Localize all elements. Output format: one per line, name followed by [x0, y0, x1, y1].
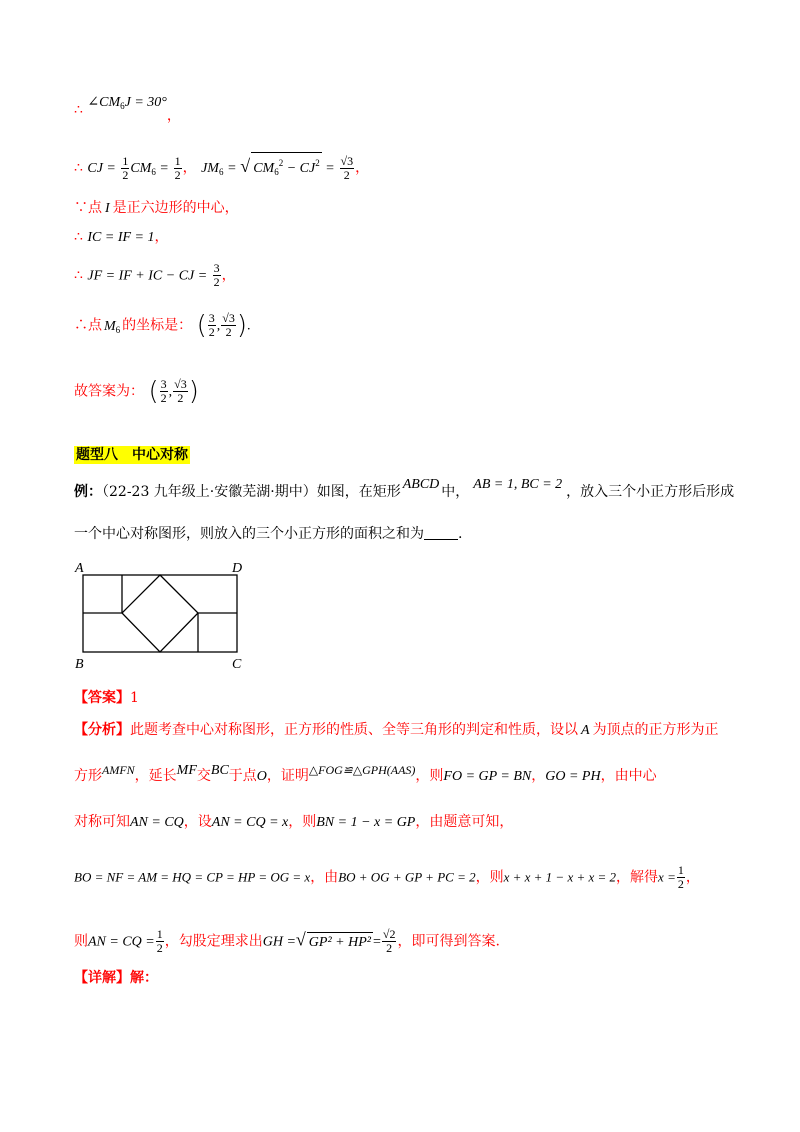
comma: ， [182, 160, 197, 176]
analysis-line-3 [74, 812, 513, 833]
label-d: D [232, 561, 243, 576]
comma: ， [154, 229, 169, 245]
line-center [74, 198, 239, 219]
square-center [122, 575, 198, 652]
equals: = [326, 161, 335, 176]
point-i: I [105, 201, 110, 216]
line-ic-if [74, 227, 168, 248]
section-heading: 题型八 中心对称 [76, 447, 188, 463]
point-o: O [256, 769, 267, 784]
eq-x: x = [658, 869, 676, 885]
expr-jm6: $JM_6$ [201, 161, 224, 177]
label-c: C [232, 657, 242, 672]
center-text: 是正六边形的中心， [112, 200, 239, 216]
therefore-symbol: ∴ [74, 160, 83, 176]
example-text: 中， [441, 484, 470, 500]
analysis-text: ，即可得到答案. [397, 933, 500, 950]
equals: = [160, 161, 169, 176]
right-paren: ) [188, 376, 199, 407]
point-m6: $M_6$ [104, 318, 121, 335]
comma: ， [221, 267, 236, 284]
square-top-left [83, 575, 122, 613]
line-cj-jm [74, 152, 369, 182]
fraction-y: $\frac{√3}{2}$ [174, 377, 187, 405]
square-bottom-right [198, 613, 237, 652]
point-a: A [581, 723, 590, 738]
example-line-2 [74, 524, 462, 544]
segment-mf: MF [176, 763, 197, 778]
analysis-line-1 [74, 720, 719, 741]
example-label: 例： [74, 484, 102, 500]
therefore-point: ∴点 [74, 317, 102, 334]
fraction-sqrt2-over-2: $\frac{√2}{2}$ [382, 927, 396, 955]
eq-bn: BN = 1 − x = GP [316, 815, 416, 830]
expr-ic-if: IC = IF = 1 [87, 230, 155, 245]
analysis-text: ，由 [310, 869, 339, 886]
eq-sum: BO + OG + GP + PC = 2 [338, 869, 476, 885]
eq-an-cq: AN = CQ [130, 815, 184, 830]
analysis-text: ，勾股定理求出 [164, 933, 263, 950]
example-text: ，放入三个小正方形后形成 [566, 484, 735, 500]
answer-label: 【答案】 [74, 690, 130, 706]
fraction-x: $\frac{3}{2}$ [160, 377, 167, 405]
rectangle-figure [70, 560, 260, 672]
label-a: A [75, 561, 84, 576]
eq-an-cq-half: AN = CQ = [88, 934, 155, 950]
answer-blank [424, 525, 458, 540]
coordinate-text: 的坐标是： [122, 317, 193, 334]
rect-condition: AB = 1, BC = 2 [473, 477, 563, 492]
analysis-text: ， [531, 768, 546, 784]
fraction-three-halves: $\frac{3}{2}$ [213, 261, 220, 289]
fraction-half: $\frac{1}{2}$ [122, 153, 129, 182]
example-text: （22-23 九年级上·安徽芜湖·期中）如图，在矩形 [102, 484, 401, 500]
sqrt-content: GP² + HP² [307, 932, 373, 953]
square-amfn: AMFN [102, 763, 135, 777]
rect-name: ABCD [402, 477, 440, 492]
detail-label: 【详解】 [74, 970, 130, 986]
analysis-text: ，则 [415, 768, 444, 784]
example-line-1 [74, 477, 735, 503]
analysis-text: ，延长 [134, 768, 177, 784]
eq-chain: BO = NF = AM = HQ = CP = HP = OG = x [74, 869, 311, 885]
because-text: ∵点 [74, 200, 102, 216]
line-final-answer: 故答案为： ( $\frac{3}{2}$ , $\frac{√3}{2}$ ) [74, 376, 199, 407]
line-jf [74, 262, 236, 289]
right-paren: ) [236, 310, 248, 341]
period: . [247, 318, 251, 334]
congruence-expr: △FOG≌△GPH(AAS) [308, 763, 416, 777]
therefore-symbol: ∴ [74, 267, 83, 284]
eq-gh: GH = [262, 934, 296, 950]
eq-fo-gp-bn: FO = GP = BN [443, 769, 532, 784]
sqrt-symbol: √ [240, 156, 251, 176]
analysis-line-2 [74, 763, 657, 787]
fraction-half: $\frac{1}{2}$ [677, 863, 684, 891]
comma: ， [166, 108, 181, 124]
segment-bc: BC [210, 763, 229, 778]
analysis-line-5 [74, 928, 500, 955]
sqrt-content: $CM_6^2 - CJ^2$ [251, 152, 322, 182]
fraction-x: $\frac{3}{2}$ [208, 311, 215, 339]
analysis-text: ，则 [475, 869, 504, 886]
fraction-sqrt3-over-2: $\frac{√3}{2}$ [340, 153, 354, 182]
eq-an-cq-x: AN = CQ = x [211, 815, 289, 830]
analysis-text: ， [685, 869, 700, 886]
left-paren: ( [148, 376, 159, 407]
detail-line [74, 968, 158, 988]
label-b: B [75, 657, 84, 672]
analysis-label: 【分析】 [74, 722, 130, 738]
example-text: 一个中心对称图形，则放入的三个小正方形的面积之和为 [74, 526, 424, 542]
eq-go-ph: GO = PH [545, 769, 601, 784]
answer-line [74, 688, 139, 708]
analysis-text: 则 [74, 933, 88, 950]
eq-x-sum: x + x + 1 − x + x = 2 [503, 869, 617, 885]
analysis-text: 方形 [74, 768, 102, 784]
equals: = [227, 161, 236, 176]
equals: = [372, 934, 381, 950]
analysis-text: ，解得 [616, 869, 659, 886]
answer-value: 1 [130, 690, 139, 706]
comma: ， [355, 160, 370, 176]
analysis-text: ，设 [183, 814, 212, 830]
analysis-text: 交 [196, 768, 211, 784]
expr-jf: JF = IF + IC − CJ = [87, 268, 208, 284]
analysis-text: 此题考查中心对称图形，正方形的性质、全等三角形的判定和性质，设以 [130, 722, 578, 738]
analysis-text: ，由题意可知， [415, 814, 514, 830]
therefore-symbol: ∴ [74, 102, 83, 118]
analysis-text: 于点 [228, 768, 257, 784]
period: . [458, 526, 463, 542]
line-angle [74, 95, 181, 124]
analysis-text: ，则 [288, 814, 317, 830]
analysis-text: 对称可知 [74, 814, 130, 830]
expr-cm6: $CM_6$ [130, 161, 156, 177]
analysis-text: ，由中心 [600, 768, 657, 784]
line-coordinate: ∴点 $M_6$ 的坐标是： ( $\frac{3}{2}$ , $\frac{√3}{2}$ ). [74, 310, 251, 341]
left-paren: ( [196, 310, 207, 341]
fraction-half: $\frac{1}{2}$ [156, 927, 163, 955]
angle-expr: $\angle CM_6J = 30^\circ$ [87, 95, 167, 111]
expr-cj: CJ = [87, 161, 116, 176]
analysis-line-4 [74, 864, 700, 891]
fraction-y: $\frac{√3}{2}$ [222, 311, 235, 339]
answer-text: 故答案为： [74, 383, 144, 400]
analysis-text: 为顶点的正方形为正 [592, 722, 719, 738]
therefore-symbol: ∴ [74, 229, 83, 245]
sqrt-symbol: √ [295, 929, 306, 950]
fraction-half: $\frac{1}{2}$ [174, 153, 181, 182]
analysis-text: ，证明 [266, 768, 309, 784]
detail-text: 解： [130, 970, 158, 986]
